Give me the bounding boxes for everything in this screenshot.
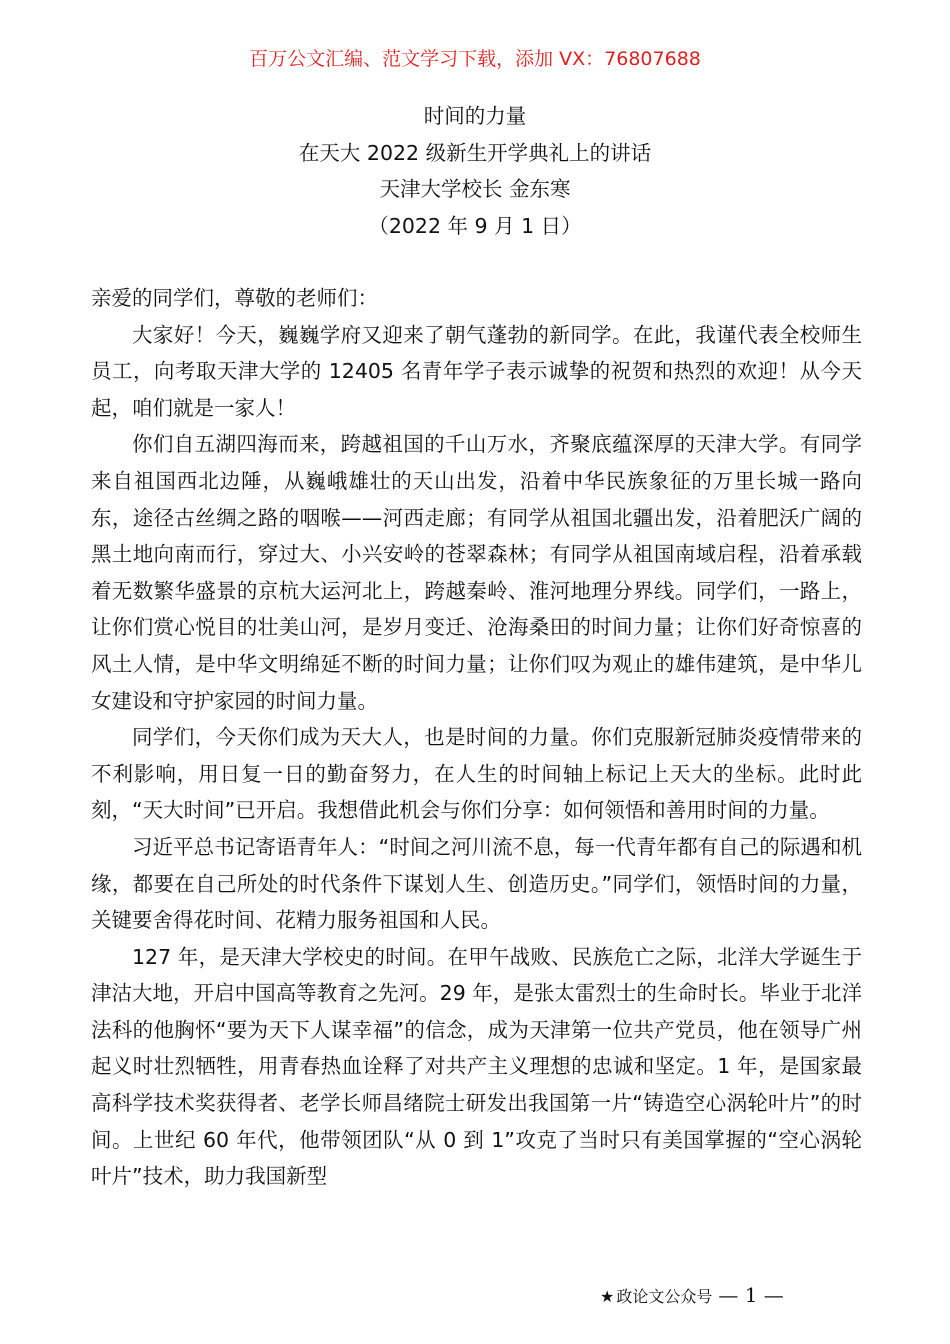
title-block [0, 98, 950, 244]
paragraph: 127 年，是天津大学校史的时间。在甲午战败、民族危亡之际，北洋大学诞生于津沽大地，开启中国高等教育之先河。29 年，是张太雷烈士的生命时长。毕业于北洋法科的他胸怀“要为天下人谋幸福”的信念，成为天津第一位共产党员，他在领导广州起义时壮烈牺牲，用青春热血诠释了对共产主义理想的忠诚和坚定。1 年，是国家最高科学技术奖获得者、老学长师昌绪院士研发出我国第一片“铸造空心涡轮叶片”的时间。上世纪 60 年代，他带领团队“从 0 到 1”攻克了当时只有美国掌握的“空心涡轮叶片”技术，助力我国新型 [91, 944, 862, 1189]
paragraph: 你们自五湖四海而来，跨越祖国的千山万水，齐聚底蕴深厚的天津大学。有同学来自祖国西北边陲，从巍峨雄壮的天山出发，沿着中华民族象征的万里长城一路向东，途径古丝绸之路的咽喉——河西走廊；有同学从祖国北疆出发，沿着肥沃广阔的黑土地向南而行，穿过大、小兴安岭的苍翠森林；有同学从祖国南域启程，沿着承载着无数繁华盛景的京杭大运河北上，跨越秦岭、淮河地理分界线。同学们，一路上，让你们赏心悦目的壮美山河，是岁月变迁、沧海桑田的时间力量；让你们好奇惊喜的风土人情，是中华文明绵延不断的时间力量；让你们叹为观止的雄伟建筑，是中华儿女建设和守护家园的时间力量。 [91, 432, 862, 713]
header-banner: 百万公文汇编、范文学习下载，添加 VX：76807688 [249, 48, 701, 70]
speech-body [91, 280, 862, 1195]
document-author: 天津大学校长 金东寒 [379, 177, 571, 201]
document-date: （2022 年 9 月 1 日） [368, 213, 582, 238]
salutation: 亲爱的同学们，尊敬的老师们： [91, 286, 378, 310]
paragraph: 大家好！今天，巍巍学府又迎来了朝气蓬勃的新同学。在此，我谨代表全校师生员工，向考取天津大学的 12405 名青年学子表示诚挚的祝贺和热烈的欢迎！从今天起，咱们就是一家人！ [91, 322, 862, 420]
paragraph: 习近平总书记寄语青年人：“时间之河川流不息，每一代青年都有自己的际遇和机缘，都要在自己所处的时代条件下谋划人生、创造历史。”同学们，领悟时间的力量，关键要舍得花时间、花精力服务祖国和人民。 [91, 834, 862, 933]
star-icon: ★ [600, 1287, 615, 1306]
page-footer [600, 1284, 900, 1308]
page-number: — 1 — [718, 1283, 784, 1307]
paragraph: 同学们，今天你们成为天大人，也是时间的力量。你们克服新冠肺炎疫情带来的不利影响，用日复一日的勤奋努力，在人生的时间轴上标记上天大的坐标。此时此刻，“天大时间”已开启。我想借此机会与你们分享：如何领悟和善用时间的力量。 [91, 725, 862, 823]
footer-label: 政论文公众号 [616, 1287, 713, 1306]
document-title: 时间的力量 [423, 104, 527, 128]
document-subtitle: 在天大 2022 级新生开学典礼上的讲话 [298, 140, 652, 165]
